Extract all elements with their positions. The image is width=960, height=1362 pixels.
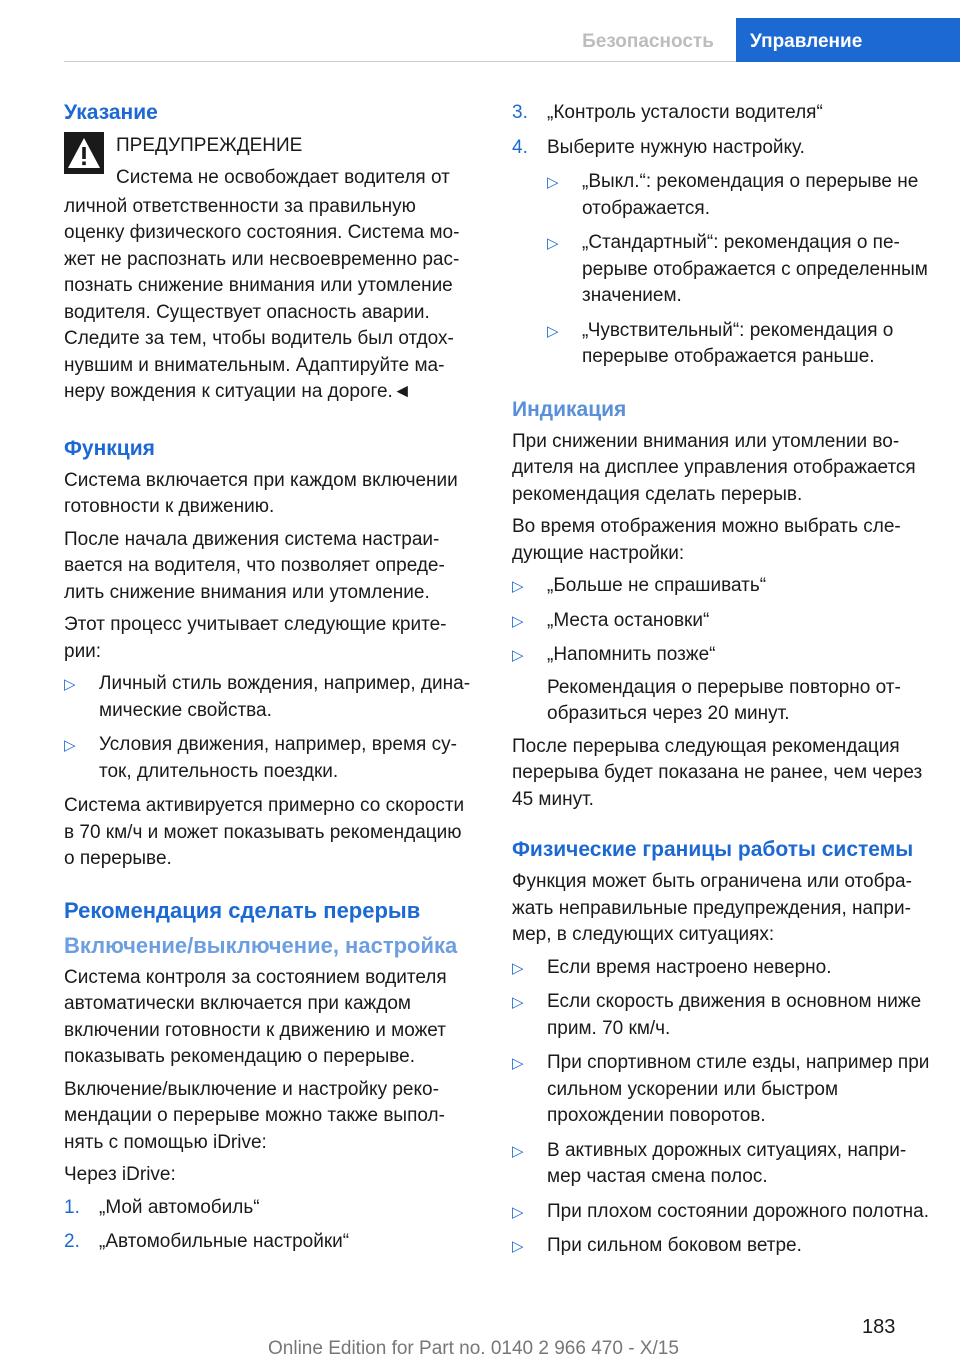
tab-safety[interactable]: Безопасность	[582, 31, 714, 52]
triangle-right-icon: ▷	[512, 1203, 524, 1221]
remind-note: Рекомендация о перерыве повторно отобразиться через 20 минут.	[547, 676, 901, 724]
function-paragraph-3: Этот процесс учитывает следующие критерии:	[64, 614, 447, 662]
triangle-right-icon: ▷	[512, 1142, 524, 1160]
triangle-right-icon: ▷	[547, 322, 559, 340]
list-item: ▷ Личный стиль вождения, например, динамические свойства.	[64, 673, 471, 721]
list-item: ▷ При плохом состоянии дорожного полотна.	[512, 1199, 932, 1226]
warning-first-line: Система не освобождает водителя от	[116, 167, 450, 188]
steps-list	[64, 1195, 476, 1256]
triangle-right-icon: ▷	[512, 959, 524, 977]
list-item: 1. „Мой автомобиль“	[64, 1196, 260, 1218]
display-heading: Индикация	[512, 397, 627, 421]
warning-text: личной ответственности за правильную оценку физического состояния. Система может не распознать или несвоевременно распознать снижение внимания или утомление водителя. Существует опасность аварии. Следите за тем, чтобы водитель был отдохнувшим и внимательным. Адаптируйте манеру вождения к ситуации на дороге.◄	[64, 195, 460, 402]
via-idrive: Через iDrive:	[64, 1164, 176, 1185]
list-item: 4. Выберите нужную настройку.	[512, 136, 805, 158]
warning-triangle-icon	[64, 132, 104, 174]
onoff-paragraph-1: Система контроля за состоянием водителя автоматически включается при каждом включении готовности к движению и может показывать рекомендацию о перерыве.	[64, 966, 447, 1067]
display-paragraph-3: После перерыва следующая рекомендация перерыва будет показана не ранее, чем через 45 минут.	[512, 735, 923, 810]
settings-list	[547, 169, 932, 371]
list-item: ▷ При спортивном стиле езды, например при сильном ускорении или быстром прохождении поворотов.	[512, 1052, 930, 1126]
triangle-right-icon: ▷	[512, 1238, 524, 1255]
page-number: 183	[862, 1316, 896, 1338]
criteria-list	[64, 671, 476, 785]
triangle-right-icon: ▷	[547, 174, 559, 191]
warning-block	[64, 132, 476, 406]
triangle-right-icon: ▷	[512, 647, 524, 664]
tab-control[interactable]: Управление	[736, 18, 960, 62]
steps-list-continued	[512, 100, 932, 161]
list-item: 2. „Автомобильные настройки“	[64, 1231, 350, 1252]
triangle-right-icon: ▷	[64, 676, 76, 693]
display-paragraph-1: При снижении внимания или утомлении водителя на дисплее управления отображается рекомендация сделать перерыв.	[512, 430, 916, 505]
note-heading: Указание	[64, 101, 158, 124]
list-item: 3. „Контроль усталости водителя“	[512, 102, 823, 123]
options-list	[512, 573, 932, 669]
list-item: ▷ Условия движения, например, время суток, длительность поездки.	[64, 734, 457, 782]
triangle-right-icon: ▷	[547, 235, 559, 252]
limits-heading: Физические границы работы системы	[512, 838, 914, 861]
footer-edition: Online Edition for Part no. 0140 2 966 470 - X/15	[268, 1338, 679, 1359]
triangle-right-icon: ▷	[64, 737, 76, 754]
list-item: ▷ „Стандартный“: рекомендация о перерыве отображается с определенным значением.	[547, 232, 928, 306]
list-item: ▷ „Напомнить позже“	[512, 642, 932, 669]
list-item: ▷ В активных дорожных ситуациях, например частая смена полос.	[512, 1139, 907, 1187]
right-column	[512, 100, 932, 1268]
recommendation-heading: Рекомендация сделать перерыв	[64, 897, 421, 923]
triangle-right-icon: ▷	[512, 994, 524, 1011]
list-item: ▷ „Выкл.“: рекомендация о перерыве не отображается.	[547, 171, 919, 219]
list-item: ▷ „Места остановки“	[512, 608, 932, 635]
list-item: ▷ Если скорость движения в основном ниже прим. 70 км/ч.	[512, 991, 922, 1039]
triangle-right-icon: ▷	[512, 1055, 524, 1072]
onoff-paragraph-2: Включение/выключение и настройку рекомендации о перерыве можно также выполнять с помощью iDrive:	[64, 1078, 445, 1153]
limits-list	[512, 955, 932, 1260]
triangle-right-icon: ▷	[512, 578, 524, 595]
list-item: ▷ „Больше не спрашивать“	[512, 573, 932, 600]
triangle-right-icon: ▷	[512, 612, 524, 630]
list-item: ▷ Если время настроено неверно.	[512, 955, 932, 982]
list-item: ▷ При сильном боковом ветре.	[512, 1233, 932, 1260]
function-paragraph-4: Система активируется примерно со скорости в 70 км/ч и может показывать рекомендацию о перерыве.	[64, 795, 465, 869]
list-item: ▷ „Чувствительный“: рекомендация о перерыве отображается раньше.	[547, 319, 894, 367]
display-paragraph-2: Во время отображения можно выбрать следующие настройки:	[512, 516, 901, 564]
left-column	[64, 100, 476, 1264]
onoff-heading: Включение/выключение, настройка	[64, 932, 458, 958]
function-heading: Функция	[64, 436, 155, 460]
limits-paragraph: Функция может быть ограничена или отображать неправильные предупреждения, например, в следующих ситуациях:	[512, 871, 912, 945]
function-paragraph-1: Система включается при каждом включении готовности к движению.	[64, 469, 458, 517]
function-paragraph-2: После начала движения система настраивается на водителя, что позволяет определить снижение внимания или утомление.	[64, 528, 445, 603]
warning-title: ПРЕДУПРЕЖДЕНИЕ	[116, 135, 303, 156]
